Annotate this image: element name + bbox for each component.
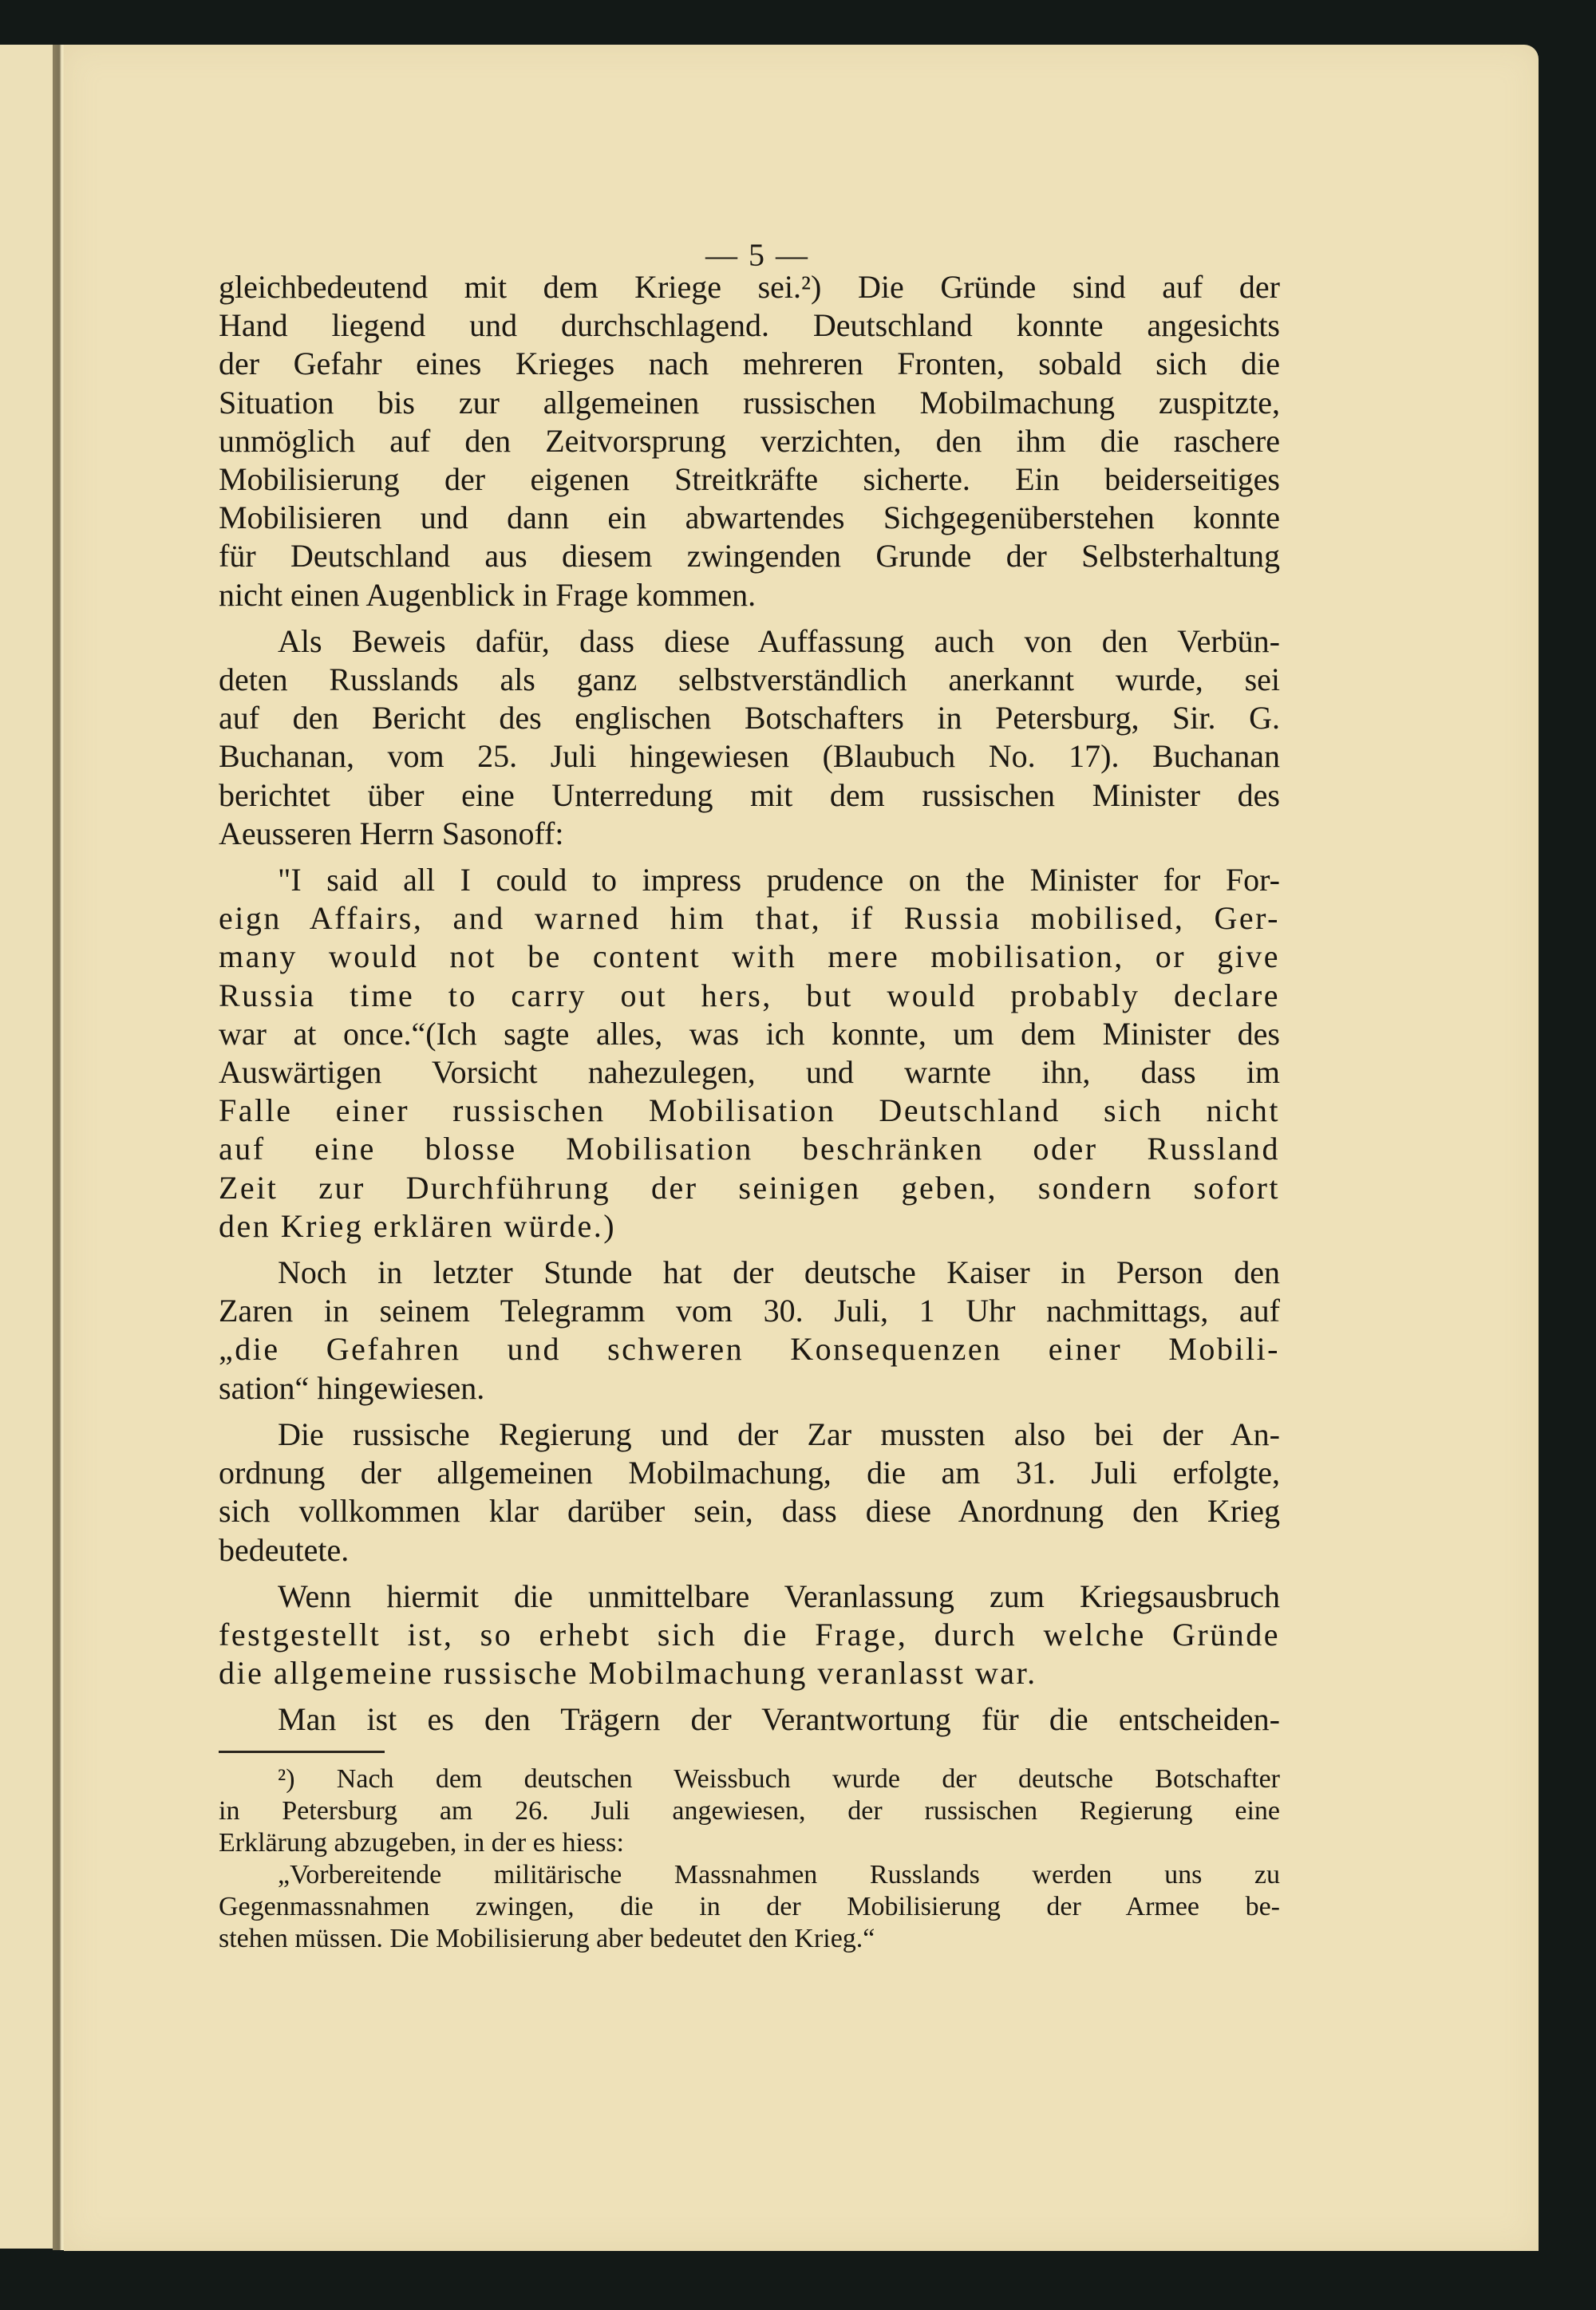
text-line: ordnung der allgemeinen Mobilmachung, die am 31. Juli erfolgte,: [219, 1455, 1280, 1491]
text-line: Situation bis zur allgemeinen russischen Mobilmachung zuspitzte,: [219, 384, 1280, 421]
quotation-paragraph: [219, 861, 1280, 1246]
footnote-line: Erklärung abzugeben, in der es hiess:: [219, 1828, 624, 1858]
text-line: Noch in letzter Stunde hat der deutsche Kaiser in Person den: [278, 1254, 1280, 1291]
text-line: Hand liegend und durchschlagend. Deutschland konnte angesichts: [219, 307, 1280, 344]
text-line: many would not be content with mere mobilisation, or give: [219, 938, 1280, 975]
text-line: Als Beweis dafür, dass diese Auffassung auch von den Verbün-: [278, 622, 1280, 659]
paragraph-7: [219, 1700, 1280, 1739]
text-line: war at once.“(Ich sagte alles, was ich konnte, um dem Minister des: [219, 1015, 1280, 1052]
text-line: auf den Bericht des englischen Botschafters in Petersburg, Sir. G.: [219, 700, 1280, 736]
paragraph-5: [219, 1416, 1280, 1570]
text-line: berichtet über eine Unterredung mit dem russischen Minister des: [219, 776, 1280, 813]
paragraph-1: [219, 268, 1280, 614]
text-line: für Deutschland aus diesem zwingenden Grunde der Selbsterhaltung: [219, 538, 1280, 575]
book-gutter: [53, 45, 64, 2250]
text-line: Mobilisierung der eigenen Streitkräfte sicherte. Ein beiderseitiges: [219, 461, 1280, 498]
text-line: Russia time to carry out hers, but would probably declare: [219, 977, 1280, 1013]
text-line: die allgemeine russische Mobilmachung veranlasst war.: [219, 1655, 1037, 1692]
text-line: Die russische Regierung und der Zar mussten also bei der An-: [278, 1416, 1280, 1452]
text-line: Falle einer russischen Mobilisation Deutschland sich nicht: [219, 1092, 1280, 1129]
text-line: deten Russlands als ganz selbstverständlich anerkannt wurde, sei: [219, 661, 1280, 698]
text-line: Man ist es den Trägern der Verantwortung für die entscheiden-: [278, 1701, 1280, 1738]
paragraph-6: [219, 1578, 1280, 1693]
text-line: Buchanan, vom 25. Juli hingewiesen (Blaubuch No. 17). Buchanan: [219, 738, 1280, 775]
footnote-line: Gegenmassnahmen zwingen, die in der Mobilisierung der Armee be-: [219, 1892, 1280, 1921]
paragraph-2: [219, 622, 1280, 853]
text-line: den Krieg erklären würde.): [219, 1207, 617, 1244]
footnote-line: „Vorbereitende militärische Massnahmen Russlands werden uns zu: [278, 1860, 1280, 1889]
text-line: festgestellt ist, so erhebt sich die Frage, durch welche Gründe: [219, 1616, 1280, 1653]
footnote-line: stehen müssen. Die Mobilisierung aber bedeutet den Krieg.“: [219, 1924, 875, 1953]
text-line: „die Gefahren und schweren Konsequenzen einer Mobili-: [219, 1331, 1280, 1368]
text-line: Mobilisieren und dann ein abwartendes Sichgegenüberstehen konnte: [219, 500, 1280, 536]
text-line: sation“ hingewiesen.: [219, 1369, 485, 1406]
footnote: [219, 1763, 1280, 1955]
text-line: "I said all I could to impress prudence on the Minister for For-: [278, 862, 1280, 898]
facing-page-edge: [0, 45, 54, 2249]
body-text: [219, 268, 1280, 1747]
text-line: Aeusseren Herrn Sasonoff:: [219, 815, 564, 851]
paragraph-4: [219, 1254, 1280, 1408]
text-line: eign Affairs, and warned him that, if Russia mobilised, Ger-: [219, 900, 1280, 937]
text-line: nicht einen Augenblick in Frage kommen.: [219, 576, 757, 613]
text-line: Zeit zur Durchführung der seinigen geben, sondern sofort: [219, 1169, 1280, 1206]
text-line: Wenn hiermit die unmittelbare Veranlassung zum Kriegsausbruch: [278, 1578, 1280, 1614]
text-line: unmöglich auf den Zeitvorsprung verzichten, den ihm die raschere: [219, 422, 1280, 459]
text-line: gleichbedeutend mit dem Kriege sei.²) Die Gründe sind auf der: [219, 269, 1280, 305]
text-line: Auswärtigen Vorsicht nahezulegen, und warnte ihn, dass im: [219, 1054, 1280, 1091]
footnote-rule: [219, 1751, 385, 1753]
text-line: sich vollkommen klar darüber sein, dass diese Anordnung den Krieg: [219, 1493, 1280, 1530]
text-line: Zaren in seinem Telegramm vom 30. Juli, 1 Uhr nachmittags, auf: [219, 1293, 1280, 1329]
footnote-line: ²) Nach dem deutschen Weissbuch wurde der deutsche Botschafter: [278, 1764, 1280, 1794]
text-line: auf eine blosse Mobilisation beschränken oder Russland: [219, 1131, 1280, 1167]
text-line: bedeutete.: [219, 1531, 350, 1568]
page-number: — 5 —: [705, 237, 809, 273]
text-line: der Gefahr eines Krieges nach mehreren Fronten, sobald sich die: [219, 346, 1280, 382]
footnote-line: in Petersburg am 26. Juli angewiesen, der russischen Regierung eine: [219, 1796, 1280, 1826]
